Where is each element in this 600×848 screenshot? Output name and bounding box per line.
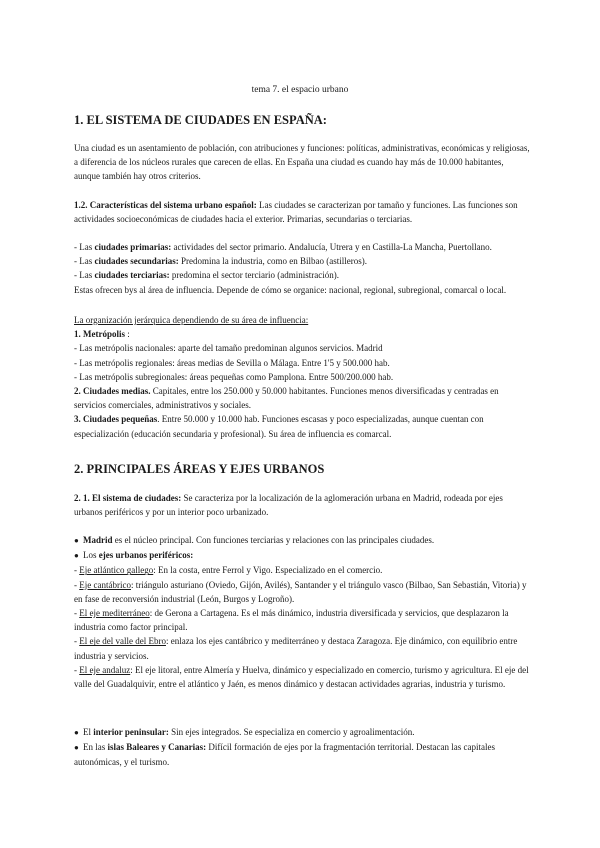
metropolis-item: - Las metrópolis subregionales: áreas pequeñas como Pamplona. Entre 500/200.000 hab. — [74, 371, 394, 382]
axis-name: El eje andaluz — [79, 664, 131, 675]
interior-islands-section — [74, 725, 530, 770]
interior-prefix: El — [83, 727, 94, 737]
axis-name: Eje atlántico gallego — [79, 565, 154, 576]
medium-cities-paragraph — [74, 384, 530, 412]
axis-item — [74, 663, 530, 691]
metropolis-item: - Las metrópolis regionales: áreas medias de Sevilla o Málaga. Entre 1'5 y 500.000 hab. — [74, 357, 390, 368]
medium-cities-text: Capitales, entre los 250.000 y 50.000 habitantes. Funciones menos diversificadas y centradas en servicios comerciales, administrativos y sociales. — [74, 386, 499, 411]
axis-name: El eje del valle del Ebro — [79, 636, 166, 647]
list-dash: - — [74, 565, 80, 576]
islands-prefix: En las — [83, 742, 108, 753]
city-type-text: Predomina la industria, como en Bilbao (astilleros). — [178, 256, 367, 267]
metropolis-title-line — [74, 327, 530, 341]
list-dash: - — [74, 608, 80, 619]
city-type-secondary — [74, 254, 530, 268]
list-dash: - Las — [74, 256, 95, 267]
section-2-heading: 2. PRINCIPALES ÁREAS Y EJES URBANOS — [74, 462, 325, 476]
medium-cities-title: 2. Ciudades medias. — [74, 386, 151, 397]
small-cities-title: 3. Ciudades pequeñas — [74, 414, 158, 425]
axis-item — [74, 563, 530, 577]
section-1-heading: 1. EL SISTEMA DE CIUDADES EN ESPAÑA: — [74, 113, 327, 127]
section-2-1-paragraph — [74, 491, 530, 519]
axis-text: : triángulo asturiano (Oviedo, Gijón, Avilés), Santander y el triángulo vasco (Bilbao, San Sebastián, Vitoria) y en fase de reconversión industrial (León, Burgos y Logroño). — [74, 579, 527, 604]
bullet-icon: ● — [74, 728, 79, 737]
axis-item — [74, 634, 530, 662]
list-dash: - Las — [74, 242, 95, 252]
madrid-label: Madrid — [83, 535, 113, 545]
madrid-text: es el núcleo principal. Con funciones terciarias y relaciones con las principales ciudades. — [112, 535, 435, 545]
metropolis-colon: : — [125, 329, 130, 340]
section-2-1-text: Se caracteriza por la localización de la aglomeración urbana en Madrid, rodeada por ejes urbanos periféricos y por un interior poco urbanizado. — [74, 493, 503, 518]
islands-text: Difícil formación de ejes por la fragmentación territorial. Destacan las capitales autonómicas, y el turismo. — [74, 742, 495, 768]
list-dash: - — [74, 579, 80, 590]
section-1-2-paragraph — [74, 198, 530, 226]
axis-text: : El eje litoral, entre Almería y Huelva, dinámico y especializado en comercio, turismo y agricultura. El eje del valle del Guadalquivir, entre el atlántico y Jaén, es menos dinámico y destacan actividades agrarias, industria y turismo. — [74, 664, 529, 690]
interior-bullet-item — [74, 725, 530, 740]
small-cities-text: . Entre 50.000 y 10.000 hab. Funciones escasas y poco especializadas, aunque cuentan con especialización (educación secundaria y profesional). Su área de influencia es comarcal. — [74, 414, 484, 439]
city-type-label: ciudades secundarias: — [94, 256, 179, 267]
islands-bullet-item — [74, 740, 530, 769]
axes-bullet-item — [74, 548, 530, 563]
axes-label: ejes urbanos periféricos: — [98, 550, 194, 561]
islands-label: islas Baleares y Canarias: — [107, 742, 207, 753]
axis-name: El eje mediterráneo — [79, 608, 150, 619]
list-dash: - — [74, 664, 80, 675]
axis-text: : de Gerona a Cartagena. Es el más dinámico, industria diversificada y servicios, que desplazaron la industria como factor principal. — [74, 608, 509, 633]
metropolis-title: 1. Metrópolis — [74, 329, 125, 340]
hierarchy-section — [74, 313, 530, 441]
interior-label: interior peninsular: — [93, 727, 169, 737]
city-type-label: ciudades terciarias: — [94, 270, 170, 281]
list-dash: - — [74, 636, 80, 647]
metropolis-item: - Las metrópolis nacionales: aparte del tamaño predominan algunos servicios. Madrid — [74, 343, 383, 354]
section-1-2-title: 1.2. Características del sistema urbano español: — [74, 200, 257, 210]
axis-item — [74, 606, 530, 634]
document-title: tema 7. el espacio urbano — [251, 85, 349, 95]
axis-text: : enlaza los ejes cantábrico y mediterráneo y destaca Zaragoza. Eje dinámico, con equilibrio entre industria y servicios. — [74, 636, 518, 661]
interior-text: Sin ejes integrados. Se especializa en comercio y agroalimentación. — [168, 727, 415, 737]
axis-item — [74, 578, 530, 606]
bullet-icon: ● — [74, 551, 79, 561]
section-1-2-text: Las ciudades se caracterizan por tamaño y funciones. Las funciones son actividades socioeconómicas de ciudades hacia el exterior. Primarias, secundarias o terciarias. — [74, 200, 518, 225]
city-type-primary — [74, 240, 530, 254]
bullet-icon: ● — [74, 536, 79, 545]
city-types-note: Estas ofrecen bys al área de influencia. Depende de cómo se organice: nacional, regional, subregional, comarcal o local. — [74, 284, 507, 295]
city-type-text: actividades del sector primario. Andalucía, Utrera y en Castilla-La Mancha, Puertollano. — [171, 242, 492, 252]
intro-paragraph: Una ciudad es un asentamiento de población, con atribuciones y funciones: políticas, administrativas, económicas y religiosas, a diferencia de los núcleos rurales que carecen de ellas. En España una ciudad es cuando hay más de 10.000 habitantes, aunque también hay otros criterios. — [74, 143, 530, 182]
axes-prefix: Los — [83, 550, 99, 561]
city-types-list — [74, 240, 530, 297]
city-type-text: predomina el sector terciario (administración). — [169, 270, 340, 281]
axes-section — [74, 533, 530, 691]
madrid-bullet-item — [74, 533, 530, 548]
hierarchy-heading: La organización jerárquica dependiendo de su área de influencia: — [74, 315, 309, 325]
axis-name: Eje cantábrico — [79, 579, 131, 590]
city-type-label: ciudades primarias: — [94, 242, 172, 252]
bullet-icon: ● — [74, 743, 79, 753]
axis-text: : En la costa, entre Ferrol y Vigo. Especializado en el comercio. — [153, 565, 383, 576]
list-dash: - Las — [74, 270, 95, 281]
small-cities-paragraph — [74, 412, 530, 440]
city-type-tertiary — [74, 268, 530, 282]
section-2-1-title: 2. 1. El sistema de ciudades: — [74, 493, 182, 503]
